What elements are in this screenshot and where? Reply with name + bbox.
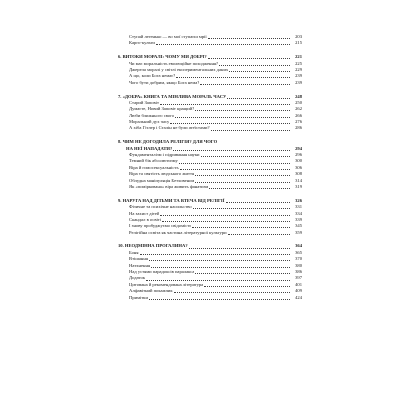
dot-leader xyxy=(200,83,290,85)
toc-entry-page: 380 xyxy=(295,262,302,268)
dot-leader xyxy=(175,116,290,118)
toc-entry-page: 225 xyxy=(295,60,302,66)
dot-leader xyxy=(149,298,290,300)
toc-entry-page: 229 xyxy=(295,66,302,72)
dot-leader xyxy=(195,181,290,183)
toc-entry-page: 370 xyxy=(295,256,302,262)
chapter-title: 7. «ДОБРА» КНИГА ТА МІНЛИВА МОРАЛЬ ЧАСУ xyxy=(118,93,227,99)
dot-leader xyxy=(170,122,290,124)
dot-leader xyxy=(189,247,290,249)
chapter-page: 294 xyxy=(295,145,302,151)
toc-entry-title: Над устями парадоксів паралакса xyxy=(129,269,195,275)
toc-entry-title: Як «поміркована» віра живить фанатизм xyxy=(129,183,209,189)
toc-entry-title: Втішання xyxy=(129,256,148,262)
dot-leader xyxy=(160,214,290,216)
toc-entry-title: Цитована й рекомендована література xyxy=(129,281,204,287)
toc-entry-page: 300 xyxy=(295,158,302,164)
dot-leader xyxy=(211,129,290,131)
toc-entry-title: Віра та святість людського життя xyxy=(129,171,195,177)
toc-entry-page: 319 xyxy=(295,183,302,189)
toc-entry-title: Чого бути добрим, якщо Бога нема? xyxy=(129,79,200,85)
dot-leader xyxy=(140,253,290,255)
toc-entry-title: Алфавітний покажчик xyxy=(129,288,173,294)
dot-leader xyxy=(204,285,290,287)
dot-leader xyxy=(226,201,290,203)
chapter-title: 8. ЧИМ НЕ ДОГОДИЛА РЕЛІГІЯ? ДЛЯ ЧОГО xyxy=(118,139,218,145)
toc-entry-title: Фундаменталізм і підривання науки xyxy=(129,152,200,158)
toc-entry-page: 331 xyxy=(295,204,302,210)
dot-leader xyxy=(192,226,290,228)
toc-entry-page: 239 xyxy=(295,73,302,79)
toc-entry-page: 215 xyxy=(295,40,302,46)
toc-entry-page: 397 xyxy=(295,275,302,281)
toc-entry-title: Натхнення xyxy=(129,262,151,268)
chapter-title: 10. НЕОДМІННА ПРОГАЛИНА? xyxy=(118,243,188,249)
table-of-contents xyxy=(118,34,302,301)
dot-leader xyxy=(156,43,290,45)
dot-leader xyxy=(151,266,290,268)
dot-leader xyxy=(174,291,290,293)
toc-entry-page: 308 xyxy=(295,171,302,177)
toc-entry-page: 365 xyxy=(295,249,302,255)
toc-entry-title: Облудна маніпуляція Бетховеном xyxy=(129,177,195,183)
dot-leader xyxy=(195,109,290,111)
toc-entry-title: Старий Заповіт xyxy=(129,99,159,105)
toc-entry-page: 266 xyxy=(295,112,302,118)
toc-entry-page: 296 xyxy=(295,152,302,158)
toc-entry-title: Додаток xyxy=(129,275,146,281)
toc-entry-title: А що, коли Бога немає? xyxy=(129,73,176,79)
toc-entry-title: Ступай легенько — во мої ступаєш мрії xyxy=(129,33,207,39)
dot-leader xyxy=(179,162,290,164)
toc-entry-page: 386 xyxy=(295,269,302,275)
toc-entry-page: 250 xyxy=(295,99,302,105)
toc-entry-page: 334 xyxy=(295,210,302,216)
toc-entry-title: Карго-культи xyxy=(129,40,155,46)
toc-entry-title: Віра й гомосексуальність xyxy=(129,164,179,170)
dot-leader xyxy=(176,76,290,78)
toc-entry-page: 401 xyxy=(295,281,302,287)
toc-entry-title: І знову пробуджуємо свідомість xyxy=(129,223,192,229)
dot-leader xyxy=(173,149,290,151)
toc-entry-page: 314 xyxy=(295,177,302,183)
toc-entry-page: 239 xyxy=(295,79,302,85)
toc-entry-page: 306 xyxy=(295,164,302,170)
toc-entry-title: Скандал в освіті xyxy=(129,216,162,222)
dot-leader xyxy=(227,97,290,99)
toc-entry-title: На захист дітей xyxy=(129,210,160,216)
toc-entry-page: 203 xyxy=(295,33,302,39)
chapter-page: 326 xyxy=(295,197,302,203)
toc-entry-page: 339 xyxy=(295,216,302,222)
toc-entry-title: Релігійна освіта як частина літературної культури xyxy=(129,229,227,235)
toc-entry-title: Люби ближнього свого xyxy=(129,112,175,118)
toc-entry-page: 359 xyxy=(295,229,302,235)
dot-leader xyxy=(146,279,290,281)
toc-entry-title: Чи має моральність еволюційне походження? xyxy=(129,60,219,66)
toc-entry-page: 286 xyxy=(295,125,302,131)
toc-entry-page: 345 xyxy=(295,223,302,229)
toc-entry xyxy=(118,295,302,301)
dot-leader xyxy=(229,70,290,72)
dot-leader xyxy=(193,207,290,209)
dot-leader xyxy=(160,103,290,105)
chapter-page: 248 xyxy=(295,93,302,99)
dot-leader xyxy=(219,64,290,66)
dot-leader xyxy=(195,174,290,176)
chapter-title: 6. ВИТОКИ МОРАЛІ: ЧОМУ МИ ДОБРІ? xyxy=(118,54,207,60)
toc-entry-page: 424 xyxy=(295,294,302,300)
toc-entry-page: 262 xyxy=(295,106,302,112)
dot-leader xyxy=(195,272,290,274)
dot-leader xyxy=(228,233,290,235)
dot-leader xyxy=(201,155,290,157)
dot-leader xyxy=(208,37,290,39)
toc-entry-title: Темний бік абсолютизму xyxy=(129,158,178,164)
toc-entry-page: 409 xyxy=(295,288,302,294)
chapter-title: 9. НАРУГА НАД ДІТЬМИ ТА ВТЕЧА ВІД РЕЛІГІЇ xyxy=(118,197,225,203)
toc-entry-title: Думаєте, Новий Заповіт кращий? xyxy=(129,106,195,112)
toc-entry-title: Джерела моралі у світлі експериментальних даних xyxy=(129,66,229,72)
toc-entry-title: А хіба Гітлер і Сталін не були атеїстами? xyxy=(129,125,210,131)
toc-entry-title: Фізичне та психічне насильство xyxy=(129,204,192,210)
toc-entry-title: Боня xyxy=(129,249,139,255)
toc-entry-title: Моральний дух часу xyxy=(129,119,170,125)
dot-leader xyxy=(180,168,290,170)
chapter-page: 221 xyxy=(295,54,302,60)
dot-leader xyxy=(209,187,290,189)
chapter-title-continued: НА НЕЇ НАПАДАТИ? xyxy=(126,145,173,151)
toc-entry-title: Примітки xyxy=(129,294,148,300)
dot-leader xyxy=(208,57,290,59)
chapter-page: 364 xyxy=(295,243,302,249)
dot-leader xyxy=(162,220,290,222)
toc-entry-page: 276 xyxy=(295,119,302,125)
dot-leader xyxy=(149,259,290,261)
